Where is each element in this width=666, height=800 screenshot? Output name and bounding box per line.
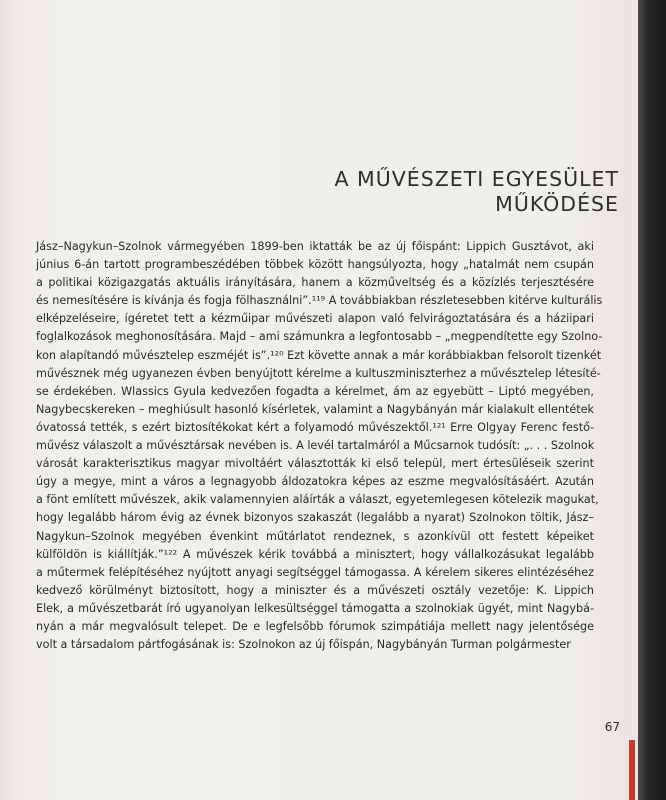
chapter-title-line: MŰKÖDÉSE bbox=[495, 192, 619, 216]
cover-edge bbox=[629, 740, 635, 800]
book-spine-edge bbox=[638, 0, 666, 800]
text-line: Nagykun–Szolnok megyében évenkint műtárlatot rendeznek, s azonkívül ott festett képeiket bbox=[36, 529, 594, 543]
page-number: 67 bbox=[604, 720, 620, 734]
text-line: Jász–Nagykun–Szolnok vármegyében 1899-ben iktatták be az új főispánt: Lippich Gusztávot, aki bbox=[36, 240, 594, 253]
text-line: se érdekében. Wlassics Gyula kedvezően fogadta a kérelmet, ám az egyebütt – Liptó megyében, bbox=[36, 384, 594, 398]
text-line: óvatossá tették, s ezért biztosítékokat kért a folyamodó művészektől.¹²¹ Erre Olgyay Ferenc festő- bbox=[36, 420, 594, 434]
text-line: kedvező körülményt biztosított, hogy a miniszter és a művészeti osztály vezetője: K. Lippich bbox=[36, 583, 594, 597]
text-line: a politikai közigazgatás aktuális irányítására, hanem a közműveltség és a közízlés terjesztésére bbox=[36, 276, 594, 290]
text-line: külföldön is kiállítják.”¹²² A művészek kérik továbbá a minisztert, hogy vállalkozásukat legalább bbox=[36, 547, 594, 561]
text-line: a műtermek felépítéséhez nyújtott anyagi segítséggel támogassa. A kérelem sikeres elintézéséhez bbox=[36, 565, 594, 579]
text-line: művésznek még ugyanezen évben benyújtott kérelme a kultuszminiszterhez a művésztelep létesíté- bbox=[36, 366, 601, 380]
text-line: június 6-án tartott programbeszédében többek között hangsúlyozta, hogy „hatalmát nem csupán bbox=[36, 258, 594, 272]
text-line: elképzeléseire, ígéretet tett a kézműipar művészeti alapon való felvirágoztatására és a háziipari bbox=[36, 312, 594, 326]
text-line: a fönt említett művészek, akik valamennyien aláírták a választ, egyetemlegesen kötelezik magukat, bbox=[36, 493, 599, 507]
text-line: városát karakterisztikus magyar mivoltáért választották ki első települ, mert értesüléseik szerint bbox=[36, 457, 594, 471]
text-line: Elek, a művészetbarát író ugyanolyan lelkesültséggel támogatta a szolnokiak ügyét, mint Nagybá- bbox=[36, 601, 594, 615]
chapter-title-line: A MŰVÉSZETI EGYESÜLET bbox=[334, 167, 619, 191]
chapter-title bbox=[334, 167, 619, 217]
body-text bbox=[36, 238, 603, 654]
text-line: kon alapítandó művésztelep eszméjét is”.¹²⁰ Ezt követte annak a már korábbiakban felsorolt tizenkét bbox=[36, 348, 602, 362]
text-line: Nagybecskereken – meghiúsult hasonló kísérletek, valamint a Nagybányán már kialakult ellentétek bbox=[36, 402, 594, 416]
text-line: művész válaszolt a művésztársak nevében is. A levél tartalmáról a Műcsarnok tudósít: „. . . Szolnok bbox=[36, 439, 595, 453]
text-line: volt a társadalom pártfogásának is: Szolnokon az új főispán, Nagybányán Turman polgármester bbox=[36, 638, 571, 652]
text-line: hogy legalább három évig az évnek bizonyos szakaszát (legalább a nyarat) Szolnokon töltik, Jász– bbox=[36, 511, 594, 525]
text-line: és nemesítésére is kívánja és fogja fölhasználni”.¹¹⁹ A továbbiakban részletesebben kitérve kulturális bbox=[36, 294, 603, 308]
text-line: úgy a megye, mint a város a legnagyobb áldozatokra képes az eszme megvalósításáért. Azután bbox=[36, 475, 594, 489]
text-line: foglalkozások meghonosítására. Majd – ami számunkra a legfontosabb – „megpendítette egy Szolno- bbox=[36, 330, 603, 344]
text-line: nyán a már megvalósult telepet. De e legfelsőbb fórumok szimpátiája mellett nagy jelentősége bbox=[36, 619, 594, 633]
